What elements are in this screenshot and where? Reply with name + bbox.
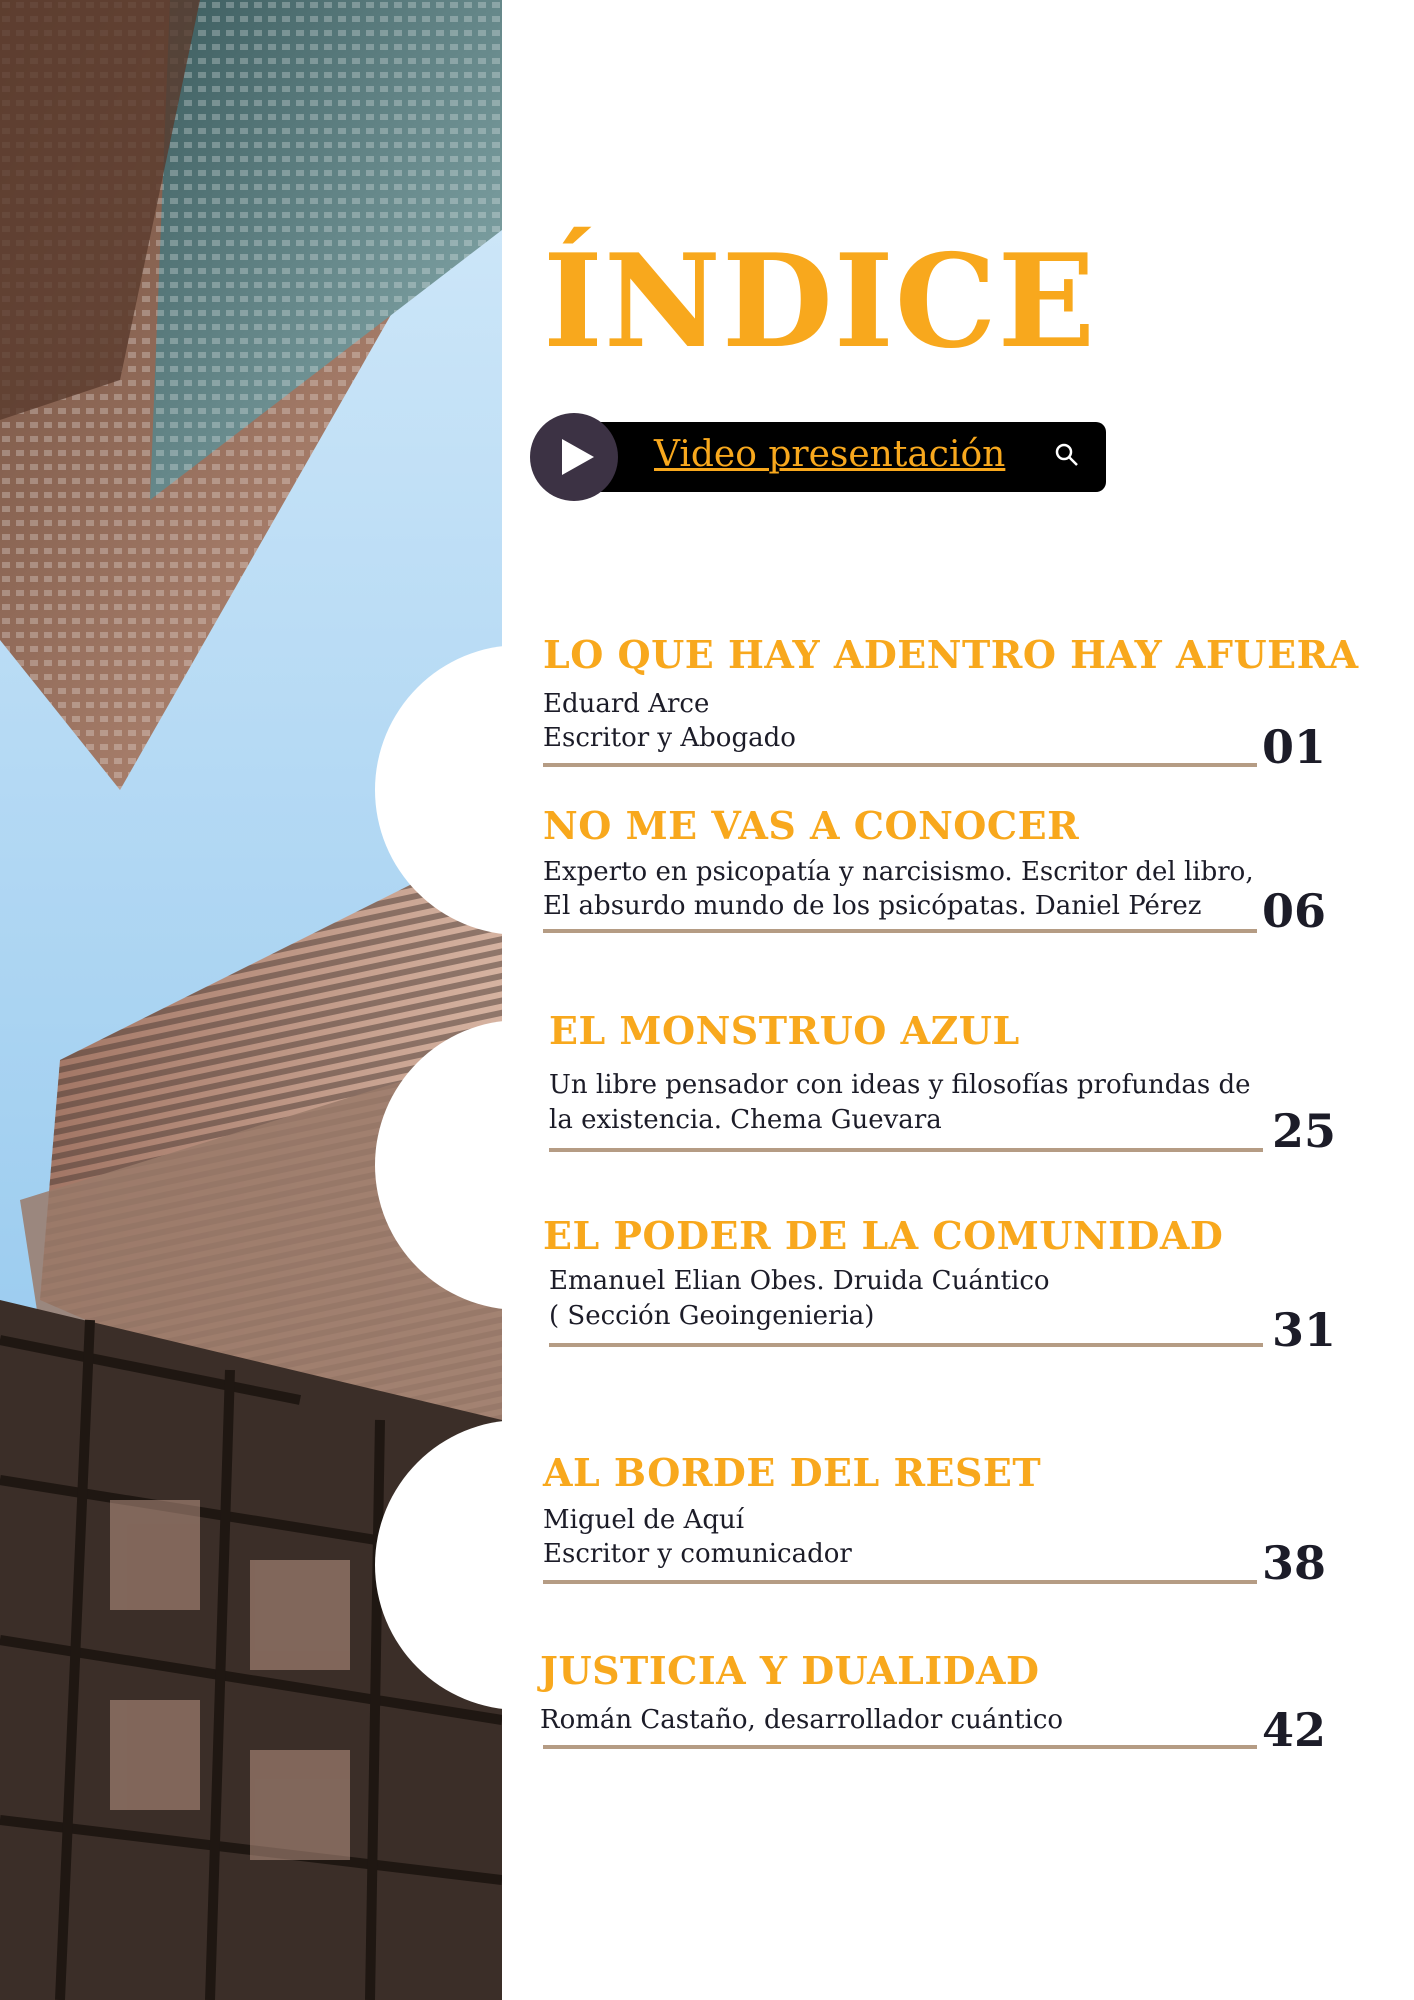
entry-page-number: 01: [1262, 720, 1327, 774]
entry-subtitle: El absurdo mundo de los psicópatas. Daniel Pérez: [543, 891, 1202, 921]
entry-author: Román Castaño, desarrollador cuántico: [540, 1705, 1064, 1735]
play-button[interactable]: [530, 413, 618, 501]
entry-title: LO QUE HAY ADENTRO HAY AFUERA: [543, 632, 1359, 677]
entry-page-number: 42: [1262, 1703, 1327, 1757]
entry-author: Un libre pensador con ideas y filosofías profundas de: [549, 1070, 1251, 1100]
entry-divider: [549, 1148, 1263, 1152]
entry-author: Miguel de Aquí: [543, 1505, 745, 1535]
entry-divider: [543, 929, 1257, 933]
search-icon[interactable]: [1054, 442, 1080, 468]
entry-subtitle: Escritor y Abogado: [543, 723, 796, 753]
entry-divider: [543, 1580, 1257, 1584]
entry-subtitle: Escritor y comunicador: [543, 1539, 852, 1569]
entry-divider: [543, 763, 1257, 767]
entry-title: AL BORDE DEL RESET: [543, 1450, 1042, 1495]
entry-title: EL PODER DE LA COMUNIDAD: [543, 1213, 1224, 1258]
entry-author: Eduard Arce: [543, 689, 710, 719]
entry-title: EL MONSTRUO AZUL: [549, 1008, 1020, 1053]
scalloped-divider: [0, 0, 520, 2000]
entry-divider: [543, 1745, 1257, 1749]
entry-divider: [549, 1343, 1263, 1347]
entry-subtitle: la existencia. Chema Guevara: [549, 1105, 942, 1135]
entry-page-number: 25: [1272, 1104, 1337, 1158]
entry-title: NO ME VAS A CONOCER: [543, 803, 1080, 848]
entry-subtitle: ( Sección Geoingenieria): [549, 1301, 875, 1331]
entry-author: Experto en psicopatía y narcisismo. Escritor del libro,: [543, 857, 1254, 887]
video-presentation-link[interactable]: Video presentación: [654, 434, 1006, 475]
entry-page-number: 31: [1272, 1303, 1337, 1357]
entry-page-number: 06: [1262, 884, 1327, 938]
page-title: ÍNDICE: [543, 227, 1097, 377]
play-icon: [554, 435, 598, 479]
entry-title: JUSTICIA Y DUALIDAD: [540, 1648, 1040, 1693]
entry-page-number: 38: [1262, 1536, 1327, 1590]
entry-author: Emanuel Elian Obes. Druida Cuántico: [549, 1266, 1050, 1296]
